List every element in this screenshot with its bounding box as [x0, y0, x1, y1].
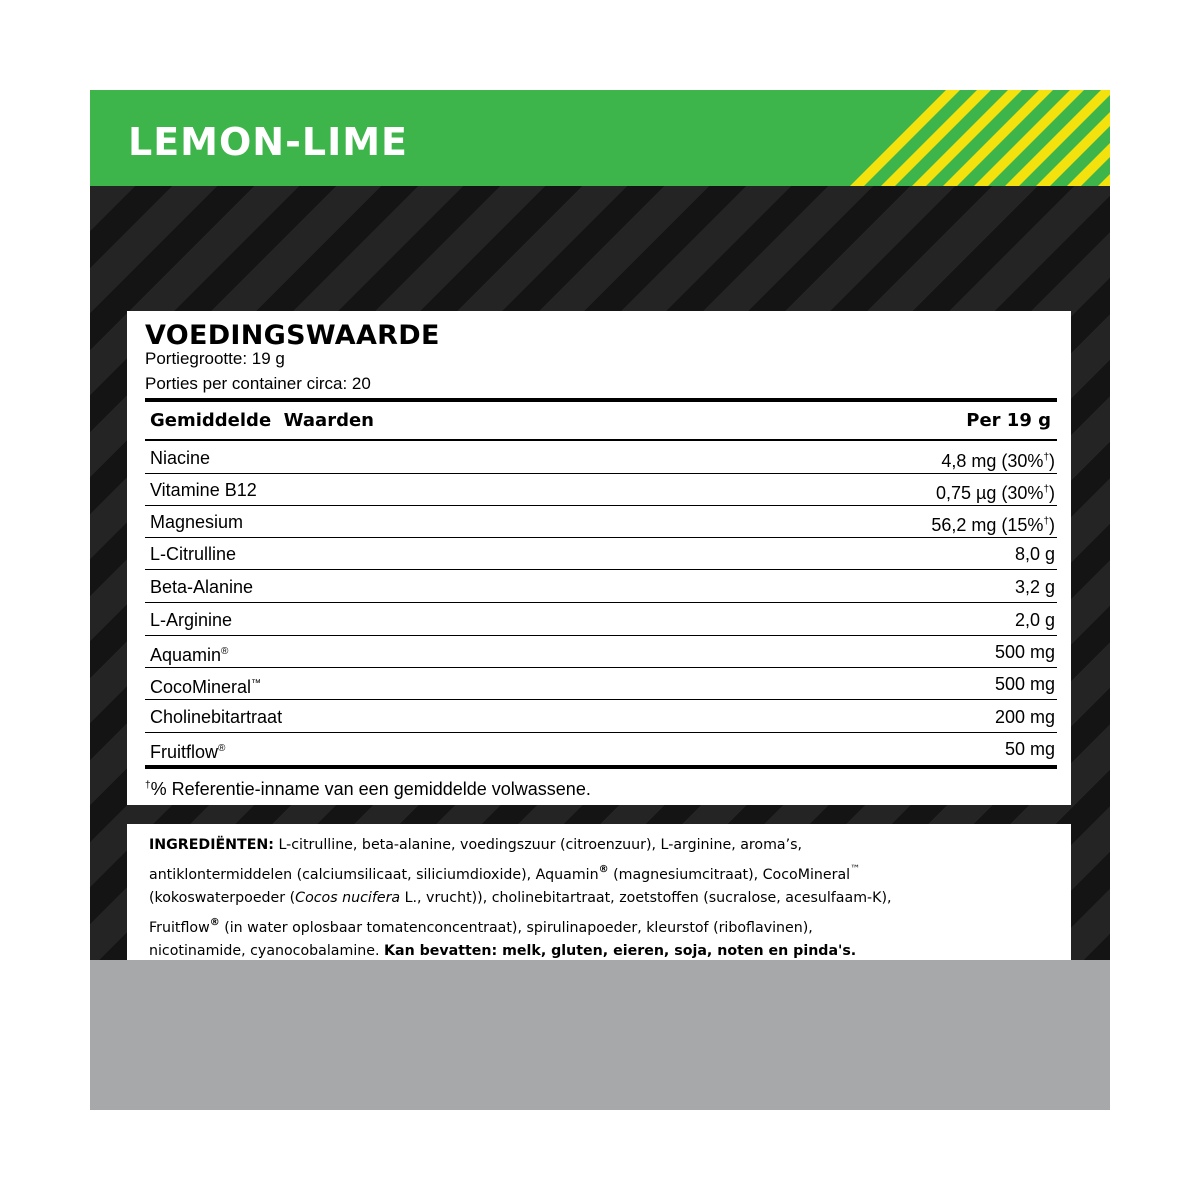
flavor-title: LEMON-LIME: [128, 120, 408, 164]
table-row-cocomineral: [145, 667, 1057, 700]
table-row-l-arginine: [145, 603, 1057, 636]
nutrient-value: 3,2 g: [1014, 577, 1055, 597]
product-label-panel: [90, 90, 1110, 1110]
nutrient-value: 200 mg: [994, 707, 1055, 727]
table-row-l-citrulline: [145, 537, 1057, 570]
nutrient-value: 4,8 mg (30%†): [941, 451, 1055, 471]
table-row-niacine: [145, 441, 1057, 474]
table-row-cholinebitartraat: [145, 700, 1057, 733]
nutrient-name: Cholinebitartraat: [150, 707, 283, 727]
table-row-fruitflow: [145, 732, 1057, 764]
nutrient-value: 0,75 µg (30%†): [936, 483, 1055, 503]
table-row-vitamine-b12: [145, 473, 1057, 506]
table-header-average-values: Gemiddelde Waarden: [150, 410, 374, 431]
thick-divider: [145, 398, 1057, 402]
table-row-aquamin: [145, 635, 1057, 668]
ingredients-text: INGREDIËNTEN: L-citrulline, beta-alanine, voedingszuur (citroenzuur), L-arginine, aroma’s, antiklontermiddelen (calciumsilicaat, siliciumdioxide), Aquamin® (magnesiumcitraat), CocoMineral™ (kokoswaterpoeder (Cocos nucifera L., vrucht)), cholinebitartraat, zoetstoffen (sucralose, acesulfaam-K), Fruitflow® (in water oplosbaar tomatenconcentraat), spirulinapoeder, kleurstof (riboflavinen), nicotinamide, cyanocobalamine. Kan bevatten: melk, gluten, eieren, soja, noten en pinda's.: [149, 837, 892, 959]
nutrient-value: 8,0 g: [1014, 544, 1055, 564]
nutrition-title: VOEDINGSWAARDE: [145, 320, 440, 351]
grey-bottom-band: [90, 960, 1110, 1110]
serving-size: Portiegrootte: 19 g: [145, 349, 285, 368]
servings-per-container: Porties per container circa: 20: [145, 374, 371, 393]
nutrient-value: 50 mg: [1004, 739, 1055, 759]
nutrient-name: CocoMineral™: [150, 677, 262, 697]
nutrient-name: L-Arginine: [150, 610, 233, 630]
nutrition-facts-panel: [127, 311, 1071, 805]
table-row-beta-alanine: [145, 570, 1057, 603]
nutrient-name: Beta-Alanine: [150, 577, 254, 597]
nutrient-value: 2,0 g: [1014, 610, 1055, 630]
dark-striped-background: [90, 186, 1110, 960]
nutrient-name: Aquamin®: [150, 645, 229, 665]
flavor-banner: [90, 90, 1110, 186]
nutrient-value: 500 mg: [994, 674, 1055, 694]
ingredients-label: INGREDIËNTEN:: [149, 837, 274, 853]
nutrient-value: 500 mg: [994, 642, 1055, 662]
nutrient-name: Niacine: [150, 448, 211, 468]
table-header-per-serving: Per 19 g: [966, 410, 1051, 431]
allergen-warning: Kan bevatten: melk, gluten, eieren, soja, noten en pinda's.: [384, 943, 857, 959]
nutrient-name: Vitamine B12: [150, 480, 257, 500]
thick-divider-bottom: [145, 765, 1057, 769]
nutrient-name: Magnesium: [150, 512, 244, 532]
ingredients-panel: [127, 824, 1071, 960]
footnote: †% Referentie-inname van een gemiddelde volwassene.: [145, 779, 591, 799]
nutrient-value: 56,2 mg (15%†): [931, 515, 1055, 535]
nutrient-name: L-Citrulline: [150, 544, 237, 564]
nutrient-name: Fruitflow®: [150, 742, 226, 762]
table-row-magnesium: [145, 505, 1057, 538]
